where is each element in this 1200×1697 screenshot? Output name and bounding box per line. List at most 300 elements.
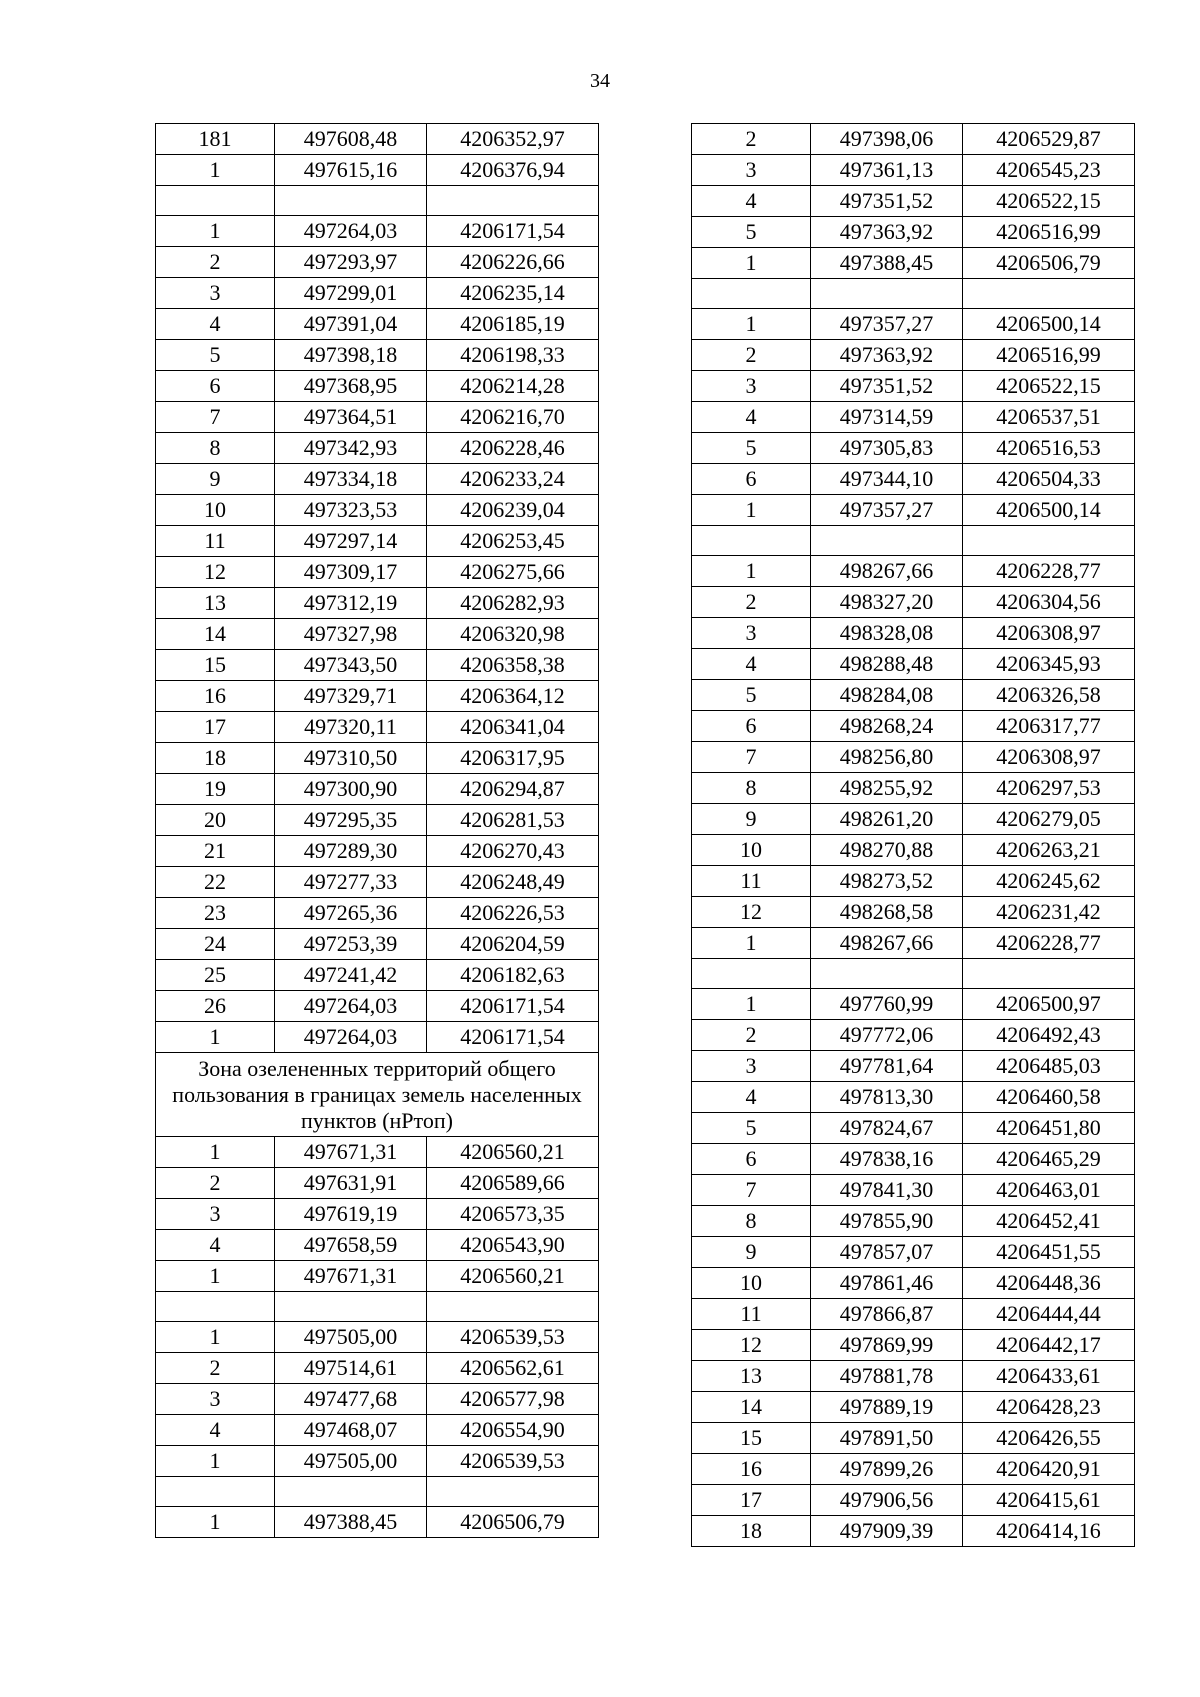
table-row — [692, 866, 1135, 897]
point-number-cell: 9 — [156, 464, 275, 495]
table-row — [156, 1053, 599, 1137]
y-coordinate-cell: 4206320,98 — [427, 619, 599, 650]
x-coordinate-cell: 498268,58 — [811, 897, 963, 928]
y-coordinate-cell: 4206516,53 — [963, 433, 1135, 464]
table-row — [692, 989, 1135, 1020]
y-coordinate-cell: 4206420,91 — [963, 1454, 1135, 1485]
y-coordinate-cell: 4206500,14 — [963, 495, 1135, 526]
y-coordinate-cell: 4206415,61 — [963, 1485, 1135, 1516]
x-coordinate-cell: 497891,50 — [811, 1423, 963, 1454]
table-row — [692, 402, 1135, 433]
point-number-cell: 2 — [692, 124, 811, 155]
x-coordinate-cell — [275, 186, 427, 216]
x-coordinate-cell: 497514,61 — [275, 1353, 427, 1384]
x-coordinate-cell: 497300,90 — [275, 774, 427, 805]
y-coordinate-cell: 4206253,45 — [427, 526, 599, 557]
x-coordinate-cell: 497388,45 — [275, 1507, 427, 1538]
table-row — [156, 495, 599, 526]
table-row — [692, 1175, 1135, 1206]
y-coordinate-cell — [963, 279, 1135, 309]
y-coordinate-cell: 4206308,97 — [963, 618, 1135, 649]
y-coordinate-cell: 4206500,14 — [963, 309, 1135, 340]
point-number-cell: 11 — [692, 866, 811, 897]
point-number-cell: 3 — [156, 1384, 275, 1415]
point-number-cell: 1 — [156, 1507, 275, 1538]
point-number-cell: 6 — [692, 711, 811, 742]
table-row — [156, 774, 599, 805]
x-coordinate-cell: 497351,52 — [811, 186, 963, 217]
point-number-cell: 2 — [692, 1020, 811, 1051]
x-coordinate-cell: 498256,80 — [811, 742, 963, 773]
y-coordinate-cell: 4206235,14 — [427, 278, 599, 309]
point-number-cell: 17 — [156, 712, 275, 743]
x-coordinate-cell: 497241,42 — [275, 960, 427, 991]
y-coordinate-cell: 4206451,80 — [963, 1113, 1135, 1144]
y-coordinate-cell: 4206231,42 — [963, 897, 1135, 928]
point-number-cell: 1 — [692, 989, 811, 1020]
table-row — [156, 588, 599, 619]
table-row — [692, 711, 1135, 742]
x-coordinate-cell: 498267,66 — [811, 556, 963, 587]
x-coordinate-cell: 497264,03 — [275, 1022, 427, 1053]
x-coordinate-cell: 497658,59 — [275, 1230, 427, 1261]
point-number-cell: 15 — [156, 650, 275, 681]
x-coordinate-cell: 497314,59 — [811, 402, 963, 433]
y-coordinate-cell: 4206444,44 — [963, 1299, 1135, 1330]
y-coordinate-cell: 4206506,79 — [963, 248, 1135, 279]
table-row — [156, 1415, 599, 1446]
table-row — [692, 1268, 1135, 1299]
x-coordinate-cell: 497265,36 — [275, 898, 427, 929]
y-coordinate-cell: 4206433,61 — [963, 1361, 1135, 1392]
table-row — [156, 991, 599, 1022]
table-row — [156, 1292, 599, 1322]
y-coordinate-cell: 4206376,94 — [427, 155, 599, 186]
y-coordinate-cell: 4206216,70 — [427, 402, 599, 433]
table-row — [156, 309, 599, 340]
x-coordinate-cell: 497320,11 — [275, 712, 427, 743]
table-body-left — [156, 124, 599, 1538]
point-number-cell: 2 — [156, 1353, 275, 1384]
table-row — [692, 587, 1135, 618]
x-coordinate-cell: 497398,06 — [811, 124, 963, 155]
x-coordinate-cell — [275, 1292, 427, 1322]
table-row — [156, 1022, 599, 1053]
x-coordinate-cell: 498255,92 — [811, 773, 963, 804]
table-row — [692, 186, 1135, 217]
table-row — [156, 402, 599, 433]
zone-caption: Зона озелененных территорий общего пользования в границах земель населенных пунктов (нРтоп) — [156, 1053, 599, 1137]
table-row — [156, 805, 599, 836]
table-row — [156, 743, 599, 774]
x-coordinate-cell — [275, 1477, 427, 1507]
x-coordinate-cell: 497857,07 — [811, 1237, 963, 1268]
x-coordinate-cell: 497477,68 — [275, 1384, 427, 1415]
x-coordinate-cell: 497277,33 — [275, 867, 427, 898]
point-number-cell: 18 — [692, 1516, 811, 1547]
table-row — [692, 1361, 1135, 1392]
point-number-cell: 16 — [156, 681, 275, 712]
x-coordinate-cell: 497906,56 — [811, 1485, 963, 1516]
y-coordinate-cell: 4206270,43 — [427, 836, 599, 867]
x-coordinate-cell: 497671,31 — [275, 1137, 427, 1168]
point-number-cell: 3 — [692, 371, 811, 402]
point-number-cell: 1 — [692, 556, 811, 587]
point-number-cell: 2 — [692, 340, 811, 371]
table-row — [692, 1516, 1135, 1547]
y-coordinate-cell: 4206500,97 — [963, 989, 1135, 1020]
table-row — [156, 1446, 599, 1477]
table-row — [156, 650, 599, 681]
coordinates-table-right — [691, 123, 1135, 1547]
point-number-cell: 7 — [692, 1175, 811, 1206]
point-number-cell: 26 — [156, 991, 275, 1022]
y-coordinate-cell: 4206516,99 — [963, 340, 1135, 371]
table-row — [156, 526, 599, 557]
table-row — [156, 278, 599, 309]
table-row — [156, 1384, 599, 1415]
table-row — [692, 1082, 1135, 1113]
table-row — [156, 557, 599, 588]
point-number-cell: 23 — [156, 898, 275, 929]
x-coordinate-cell: 497343,50 — [275, 650, 427, 681]
x-coordinate-cell: 497293,97 — [275, 247, 427, 278]
table-row — [692, 1423, 1135, 1454]
table-row — [692, 433, 1135, 464]
y-coordinate-cell: 4206226,53 — [427, 898, 599, 929]
y-coordinate-cell: 4206279,05 — [963, 804, 1135, 835]
table-row — [156, 1261, 599, 1292]
y-coordinate-cell: 4206326,58 — [963, 680, 1135, 711]
table-row — [156, 340, 599, 371]
y-coordinate-cell: 4206485,03 — [963, 1051, 1135, 1082]
table-row — [692, 464, 1135, 495]
x-coordinate-cell: 497505,00 — [275, 1322, 427, 1353]
point-number-cell: 25 — [156, 960, 275, 991]
y-coordinate-cell: 4206554,90 — [427, 1415, 599, 1446]
y-coordinate-cell: 4206560,21 — [427, 1261, 599, 1292]
table-row — [156, 960, 599, 991]
table-row — [692, 279, 1135, 309]
point-number-cell — [156, 1477, 275, 1507]
y-coordinate-cell: 4206263,21 — [963, 835, 1135, 866]
y-coordinate-cell: 4206426,55 — [963, 1423, 1135, 1454]
y-coordinate-cell: 4206577,98 — [427, 1384, 599, 1415]
x-coordinate-cell: 498261,20 — [811, 804, 963, 835]
y-coordinate-cell: 4206171,54 — [427, 1022, 599, 1053]
y-coordinate-cell: 4206228,46 — [427, 433, 599, 464]
y-coordinate-cell: 4206228,77 — [963, 928, 1135, 959]
x-coordinate-cell: 497760,99 — [811, 989, 963, 1020]
y-coordinate-cell: 4206522,15 — [963, 186, 1135, 217]
x-coordinate-cell: 498328,08 — [811, 618, 963, 649]
x-coordinate-cell: 497312,19 — [275, 588, 427, 619]
x-coordinate-cell: 497357,27 — [811, 309, 963, 340]
x-coordinate-cell: 497297,14 — [275, 526, 427, 557]
x-coordinate-cell: 497363,92 — [811, 217, 963, 248]
y-coordinate-cell: 4206185,19 — [427, 309, 599, 340]
table-row — [156, 464, 599, 495]
point-number-cell: 4 — [692, 402, 811, 433]
table-row — [692, 1144, 1135, 1175]
x-coordinate-cell: 497289,30 — [275, 836, 427, 867]
y-coordinate-cell — [427, 1477, 599, 1507]
point-number-cell: 4 — [692, 1082, 811, 1113]
y-coordinate-cell: 4206465,29 — [963, 1144, 1135, 1175]
point-number-cell: 4 — [692, 649, 811, 680]
table-row — [156, 1199, 599, 1230]
point-number-cell: 24 — [156, 929, 275, 960]
x-coordinate-cell: 497363,92 — [811, 340, 963, 371]
point-number-cell: 3 — [156, 1199, 275, 1230]
point-number-cell: 9 — [692, 804, 811, 835]
y-coordinate-cell: 4206460,58 — [963, 1082, 1135, 1113]
y-coordinate-cell: 4206448,36 — [963, 1268, 1135, 1299]
y-coordinate-cell: 4206452,41 — [963, 1206, 1135, 1237]
point-number-cell: 6 — [692, 1144, 811, 1175]
y-coordinate-cell: 4206364,12 — [427, 681, 599, 712]
point-number-cell: 2 — [156, 247, 275, 278]
coordinates-table-left — [155, 123, 599, 1538]
table-row — [156, 619, 599, 650]
y-coordinate-cell: 4206198,33 — [427, 340, 599, 371]
table-row — [692, 248, 1135, 279]
y-coordinate-cell — [427, 186, 599, 216]
point-number-cell: 1 — [156, 1022, 275, 1053]
table-row — [692, 155, 1135, 186]
y-coordinate-cell: 4206352,97 — [427, 124, 599, 155]
x-coordinate-cell: 498327,20 — [811, 587, 963, 618]
point-number-cell: 16 — [692, 1454, 811, 1485]
table-row — [692, 526, 1135, 556]
table-row — [156, 1137, 599, 1168]
y-coordinate-cell: 4206304,56 — [963, 587, 1135, 618]
point-number-cell: 14 — [156, 619, 275, 650]
y-coordinate-cell: 4206275,66 — [427, 557, 599, 588]
x-coordinate-cell: 497295,35 — [275, 805, 427, 836]
table-row — [692, 371, 1135, 402]
point-number-cell: 3 — [156, 278, 275, 309]
point-number-cell: 1 — [156, 216, 275, 247]
x-coordinate-cell: 497253,39 — [275, 929, 427, 960]
page-number: 34 — [590, 70, 610, 92]
point-number-cell: 10 — [692, 1268, 811, 1299]
x-coordinate-cell: 497468,07 — [275, 1415, 427, 1446]
x-coordinate-cell: 497781,64 — [811, 1051, 963, 1082]
y-coordinate-cell: 4206545,23 — [963, 155, 1135, 186]
y-coordinate-cell: 4206442,17 — [963, 1330, 1135, 1361]
table-row — [692, 649, 1135, 680]
point-number-cell: 12 — [156, 557, 275, 588]
x-coordinate-cell: 498284,08 — [811, 680, 963, 711]
x-coordinate-cell: 497631,91 — [275, 1168, 427, 1199]
x-coordinate-cell: 497368,95 — [275, 371, 427, 402]
y-coordinate-cell: 4206204,59 — [427, 929, 599, 960]
point-number-cell: 1 — [692, 495, 811, 526]
y-coordinate-cell: 4206245,62 — [963, 866, 1135, 897]
x-coordinate-cell: 497264,03 — [275, 216, 427, 247]
x-coordinate-cell: 497388,45 — [811, 248, 963, 279]
y-coordinate-cell: 4206171,54 — [427, 216, 599, 247]
y-coordinate-cell — [427, 1292, 599, 1322]
y-coordinate-cell: 4206239,04 — [427, 495, 599, 526]
table-row — [692, 773, 1135, 804]
point-number-cell: 20 — [156, 805, 275, 836]
x-coordinate-cell — [811, 959, 963, 989]
x-coordinate-cell: 497889,19 — [811, 1392, 963, 1423]
y-coordinate-cell: 4206573,35 — [427, 1199, 599, 1230]
x-coordinate-cell: 497398,18 — [275, 340, 427, 371]
x-coordinate-cell: 497344,10 — [811, 464, 963, 495]
point-number-cell: 9 — [692, 1237, 811, 1268]
x-coordinate-cell: 497361,13 — [811, 155, 963, 186]
x-coordinate-cell — [811, 279, 963, 309]
point-number-cell: 5 — [156, 340, 275, 371]
y-coordinate-cell: 4206226,66 — [427, 247, 599, 278]
table-row — [156, 247, 599, 278]
point-number-cell: 19 — [156, 774, 275, 805]
point-number-cell: 3 — [692, 1051, 811, 1082]
table-row — [692, 1113, 1135, 1144]
table-row — [156, 836, 599, 867]
y-coordinate-cell: 4206506,79 — [427, 1507, 599, 1538]
y-coordinate-cell — [963, 959, 1135, 989]
table-row — [692, 217, 1135, 248]
x-coordinate-cell: 497861,46 — [811, 1268, 963, 1299]
table-row — [156, 1168, 599, 1199]
y-coordinate-cell: 4206341,04 — [427, 712, 599, 743]
x-coordinate-cell: 497838,16 — [811, 1144, 963, 1175]
table-row — [692, 1485, 1135, 1516]
x-coordinate-cell: 497824,67 — [811, 1113, 963, 1144]
table-row — [692, 804, 1135, 835]
point-number-cell: 4 — [692, 186, 811, 217]
x-coordinate-cell: 497364,51 — [275, 402, 427, 433]
y-coordinate-cell: 4206516,99 — [963, 217, 1135, 248]
x-coordinate-cell: 497671,31 — [275, 1261, 427, 1292]
table-row — [156, 712, 599, 743]
y-coordinate-cell: 4206560,21 — [427, 1137, 599, 1168]
point-number-cell: 21 — [156, 836, 275, 867]
x-coordinate-cell: 497329,71 — [275, 681, 427, 712]
table-row — [156, 898, 599, 929]
table-row — [156, 1353, 599, 1384]
y-coordinate-cell: 4206562,61 — [427, 1353, 599, 1384]
y-coordinate-cell — [963, 526, 1135, 556]
table-row — [692, 1299, 1135, 1330]
point-number-cell: 2 — [692, 587, 811, 618]
y-coordinate-cell: 4206294,87 — [427, 774, 599, 805]
y-coordinate-cell: 4206297,53 — [963, 773, 1135, 804]
point-number-cell — [692, 279, 811, 309]
x-coordinate-cell: 497899,26 — [811, 1454, 963, 1485]
point-number-cell: 10 — [692, 835, 811, 866]
point-number-cell: 1 — [692, 309, 811, 340]
point-number-cell: 13 — [156, 588, 275, 619]
point-number-cell: 18 — [156, 743, 275, 774]
table-row — [156, 216, 599, 247]
y-coordinate-cell: 4206214,28 — [427, 371, 599, 402]
y-coordinate-cell: 4206428,23 — [963, 1392, 1135, 1423]
x-coordinate-cell: 497866,87 — [811, 1299, 963, 1330]
point-number-cell — [156, 1292, 275, 1322]
x-coordinate-cell: 497505,00 — [275, 1446, 427, 1477]
y-coordinate-cell: 4206492,43 — [963, 1020, 1135, 1051]
point-number-cell: 4 — [156, 1230, 275, 1261]
x-coordinate-cell: 497813,30 — [811, 1082, 963, 1113]
y-coordinate-cell: 4206539,53 — [427, 1322, 599, 1353]
x-coordinate-cell: 498270,88 — [811, 835, 963, 866]
table-row — [156, 681, 599, 712]
table-row — [156, 1230, 599, 1261]
table-row — [692, 495, 1135, 526]
y-coordinate-cell: 4206228,77 — [963, 556, 1135, 587]
y-coordinate-cell: 4206358,38 — [427, 650, 599, 681]
point-number-cell: 4 — [156, 1415, 275, 1446]
y-coordinate-cell: 4206522,15 — [963, 371, 1135, 402]
point-number-cell — [156, 186, 275, 216]
point-number-cell: 10 — [156, 495, 275, 526]
x-coordinate-cell: 497334,18 — [275, 464, 427, 495]
y-coordinate-cell: 4206233,24 — [427, 464, 599, 495]
x-coordinate-cell: 498288,48 — [811, 649, 963, 680]
x-coordinate-cell: 497615,16 — [275, 155, 427, 186]
x-coordinate-cell: 498273,52 — [811, 866, 963, 897]
point-number-cell: 1 — [156, 1261, 275, 1292]
table-body-right — [692, 124, 1135, 1547]
point-number-cell — [692, 959, 811, 989]
y-coordinate-cell: 4206414,16 — [963, 1516, 1135, 1547]
table-row — [692, 1392, 1135, 1423]
table-row — [156, 124, 599, 155]
y-coordinate-cell: 4206451,55 — [963, 1237, 1135, 1268]
point-number-cell: 11 — [692, 1299, 811, 1330]
x-coordinate-cell: 497391,04 — [275, 309, 427, 340]
point-number-cell: 13 — [692, 1361, 811, 1392]
table-row — [692, 124, 1135, 155]
x-coordinate-cell: 497869,99 — [811, 1330, 963, 1361]
y-coordinate-cell: 4206345,93 — [963, 649, 1135, 680]
x-coordinate-cell: 497305,83 — [811, 433, 963, 464]
point-number-cell: 3 — [692, 618, 811, 649]
x-coordinate-cell: 497608,48 — [275, 124, 427, 155]
x-coordinate-cell: 497327,98 — [275, 619, 427, 650]
x-coordinate-cell: 497909,39 — [811, 1516, 963, 1547]
point-number-cell: 1 — [156, 1322, 275, 1353]
x-coordinate-cell: 497881,78 — [811, 1361, 963, 1392]
point-number-cell: 1 — [692, 928, 811, 959]
point-number-cell: 7 — [692, 742, 811, 773]
point-number-cell: 8 — [692, 1206, 811, 1237]
table-row — [692, 742, 1135, 773]
point-number-cell: 1 — [156, 1137, 275, 1168]
y-coordinate-cell: 4206281,53 — [427, 805, 599, 836]
x-coordinate-cell: 497619,19 — [275, 1199, 427, 1230]
y-coordinate-cell: 4206308,97 — [963, 742, 1135, 773]
table-row — [692, 1206, 1135, 1237]
y-coordinate-cell: 4206248,49 — [427, 867, 599, 898]
x-coordinate-cell: 498268,24 — [811, 711, 963, 742]
point-number-cell: 6 — [156, 371, 275, 402]
x-coordinate-cell: 497342,93 — [275, 433, 427, 464]
table-row — [156, 1507, 599, 1538]
table-row — [692, 897, 1135, 928]
table-row — [156, 867, 599, 898]
table-row — [692, 835, 1135, 866]
table-row — [156, 929, 599, 960]
point-number-cell: 8 — [692, 773, 811, 804]
table-row — [692, 1051, 1135, 1082]
